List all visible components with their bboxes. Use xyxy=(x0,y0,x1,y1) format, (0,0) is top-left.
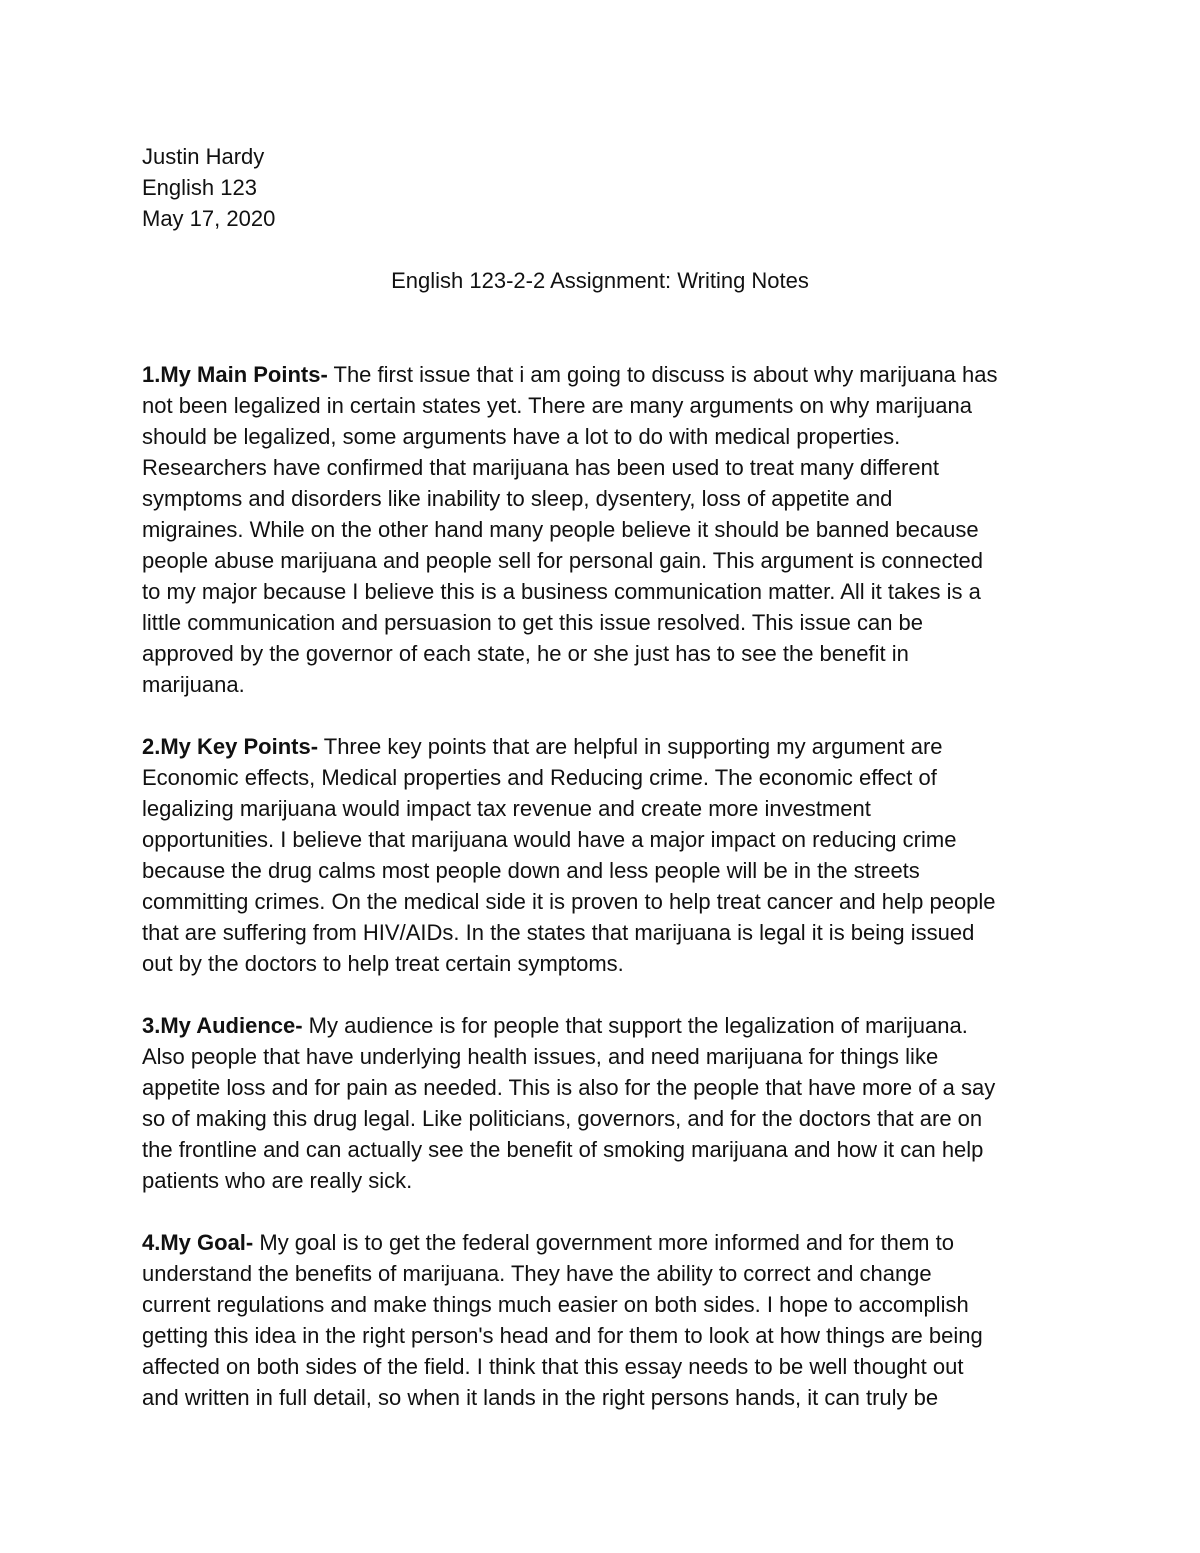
section-line: because the drug calms most people down and less people will be in the streets xyxy=(142,858,920,883)
section-line: out by the doctors to help treat certain symptoms. xyxy=(142,951,624,976)
section-text: The first issue that i am going to discuss is about why marijuana has xyxy=(327,362,998,387)
section-line: migraines. While on the other hand many people believe it should be banned because xyxy=(142,517,979,542)
section-line: Researchers have confirmed that marijuana has been used to treat many different xyxy=(142,455,939,480)
author-name: Justin Hardy xyxy=(142,144,265,169)
section-line: should be legalized, some arguments have a lot to do with medical properties. xyxy=(142,424,901,449)
section-first-line xyxy=(142,359,1072,390)
section-line: committing crimes. On the medical side it is proven to help treat cancer and help people xyxy=(142,889,996,914)
section-line: opportunities. I believe that marijuana would have a major impact on reducing crime xyxy=(142,827,957,852)
section-line: getting this idea in the right person's head and for them to look at how things are being xyxy=(142,1323,983,1348)
section-text: My goal is to get the federal government more informed and for them to xyxy=(253,1230,954,1255)
section-line: patients who are really sick. xyxy=(142,1168,413,1193)
document-date: May 17, 2020 xyxy=(142,206,276,231)
section-text: My audience is for people that support the legalization of marijuana. xyxy=(302,1013,968,1038)
section-line: people abuse marijuana and people sell for personal gain. This argument is connected xyxy=(142,548,984,573)
section-line: legalizing marijuana would impact tax revenue and create more investment xyxy=(142,796,871,821)
section-line: affected on both sides of the field. I think that this essay needs to be well thought out xyxy=(142,1354,964,1379)
section-key-points xyxy=(142,731,1072,979)
document-title: English 123-2-2 Assignment: Writing Notes xyxy=(391,268,809,293)
section-line: approved by the governor of each state, he or she just has to see the benefit in xyxy=(142,641,909,666)
section-line: so of making this drug legal. Like politicians, governors, and for the doctors that are on xyxy=(142,1106,983,1131)
section-line: to my major because I believe this is a business communication matter. All it takes is a xyxy=(142,579,981,604)
section-first-line xyxy=(142,1010,1072,1041)
section-label: 4.My Goal- xyxy=(142,1230,254,1255)
document-header xyxy=(142,141,1062,234)
section-first-line xyxy=(142,731,1072,762)
section-first-line xyxy=(142,1227,1072,1258)
section-line: current regulations and make things much easier on both sides. I hope to accomplish xyxy=(142,1292,969,1317)
section-goal xyxy=(142,1227,1072,1413)
section-line: that are suffering from HIV/AIDs. In the states that marijuana is legal it is being issued xyxy=(142,920,975,945)
course-name: English 123 xyxy=(142,175,257,200)
section-label: 2.My Key Points- xyxy=(142,734,319,759)
section-line: the frontline and can actually see the benefit of smoking marijuana and how it can help xyxy=(142,1137,984,1162)
section-main-points xyxy=(142,359,1072,700)
section-line: appetite loss and for pain as needed. This is also for the people that have more of a say xyxy=(142,1075,996,1100)
section-line: Also people that have underlying health issues, and need marijuana for things like xyxy=(142,1044,939,1069)
section-line: Economic effects, Medical properties and Reducing crime. The economic effect of xyxy=(142,765,937,790)
section-line: symptoms and disorders like inability to sleep, dysentery, loss of appetite and xyxy=(142,486,893,511)
section-line: marijuana. xyxy=(142,672,245,697)
section-audience xyxy=(142,1010,1072,1196)
section-label: 1.My Main Points- xyxy=(142,362,328,387)
section-text: Three key points that are helpful in supporting my argument are xyxy=(318,734,943,759)
section-line: understand the benefits of marijuana. They have the ability to correct and change xyxy=(142,1261,932,1286)
section-line: little communication and persuasion to get this issue resolved. This issue can be xyxy=(142,610,924,635)
section-label: 3.My Audience- xyxy=(142,1013,303,1038)
section-line: not been legalized in certain states yet. There are many arguments on why marijuana xyxy=(142,393,972,418)
section-line: and written in full detail, so when it lands in the right persons hands, it can truly be xyxy=(142,1385,939,1410)
